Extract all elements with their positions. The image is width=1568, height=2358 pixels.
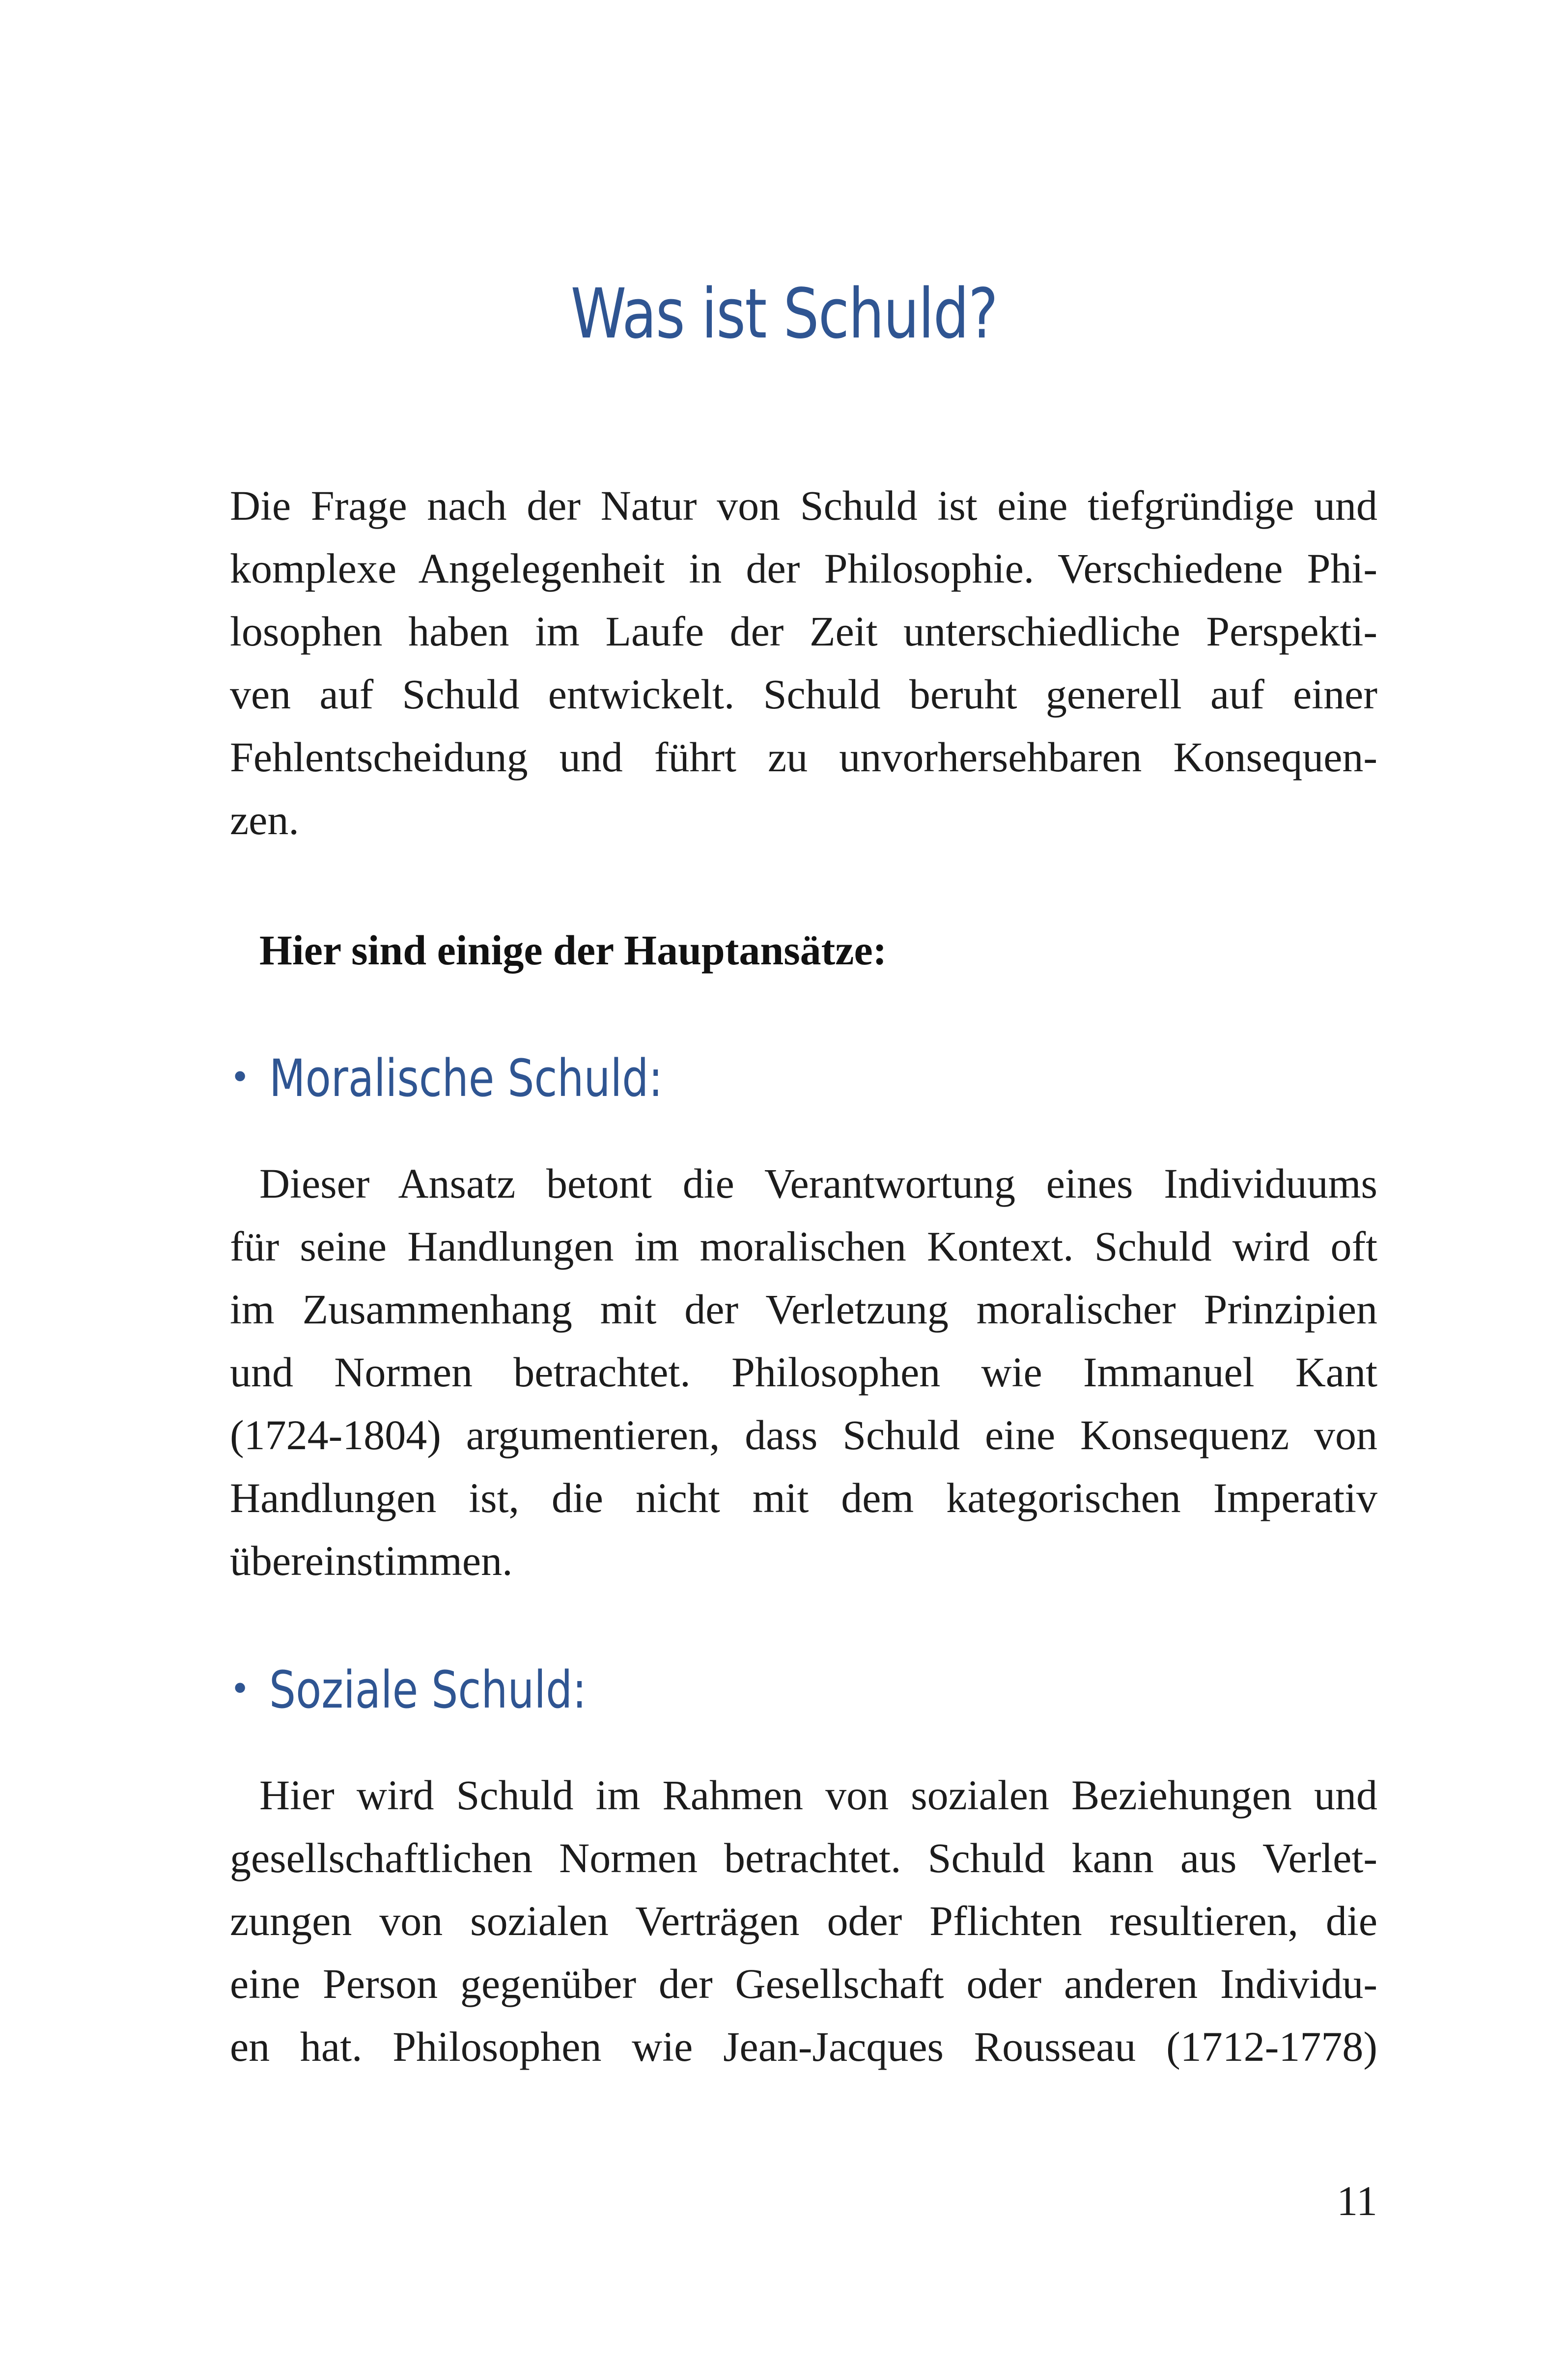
- section-line: im Zusammenhang mit der Verletzung moralischer Prinzipien: [230, 1286, 1377, 1333]
- intro-paragraph: [230, 474, 1377, 851]
- section-line: zungen von sozialen Verträgen oder Pflichten resultieren, die: [230, 1897, 1377, 1944]
- section-heading-text: Moralische Schuld:: [269, 1048, 663, 1108]
- page-title: Was ist Schuld?: [570, 274, 998, 354]
- section-line: Hier wird Schuld im Rahmen von sozialen Beziehungen und: [259, 1771, 1377, 1819]
- intro-line: komplexe Angelegenheit in der Philosophie. Verschiedene Phi-: [230, 545, 1377, 592]
- bullet-icon: •: [230, 1668, 251, 1709]
- page-number: 11: [1337, 2177, 1377, 2224]
- intro-line: ven auf Schuld entwickelt. Schuld beruht generell auf einer: [230, 671, 1377, 718]
- section-heading-social: [230, 1658, 656, 1726]
- section-line: en hat. Philosophen wie Jean-Jacques Rousseau (1712-1778): [230, 2023, 1377, 2070]
- section-line: gesellschaftlichen Normen betrachtet. Schuld kann aus Verlet-: [230, 1834, 1377, 1881]
- section-heading-text: Soziale Schuld:: [269, 1660, 587, 1720]
- section-paragraph-social: [230, 1764, 1377, 2078]
- section-line: und Normen betrachtet. Philosophen wie Immanuel Kant: [230, 1348, 1377, 1396]
- intro-line: Die Frage nach der Natur von Schuld ist eine tiefgründige und: [230, 482, 1377, 529]
- section-paragraph-moral: [230, 1152, 1377, 1592]
- section-line: (1724-1804) argumentieren, dass Schuld eine Konsequenz von: [230, 1411, 1377, 1459]
- section-line: Handlungen ist, die nicht mit dem kategorischen Imperativ: [230, 1474, 1377, 1521]
- section-heading-moral: [230, 1046, 749, 1114]
- intro-line: losophen haben im Laufe der Zeit unterschiedliche Perspekti-: [230, 608, 1377, 655]
- section-line: übereinstimmen.: [230, 1537, 513, 1584]
- approaches-heading: Hier sind einige der Hauptansätze:: [259, 926, 887, 974]
- section-line: eine Person gegenüber der Gesellschaft oder anderen Individu-: [230, 1960, 1377, 2007]
- intro-line: Fehlentscheidung und führt zu unvorhersehbaren Konsequen-: [230, 733, 1377, 781]
- intro-line: zen.: [230, 796, 299, 843]
- section-line: Dieser Ansatz betont die Verantwortung eines Individuums: [259, 1160, 1377, 1207]
- section-line: für seine Handlungen im moralischen Kontext. Schuld wird oft: [230, 1223, 1377, 1270]
- bullet-icon: •: [230, 1057, 251, 1097]
